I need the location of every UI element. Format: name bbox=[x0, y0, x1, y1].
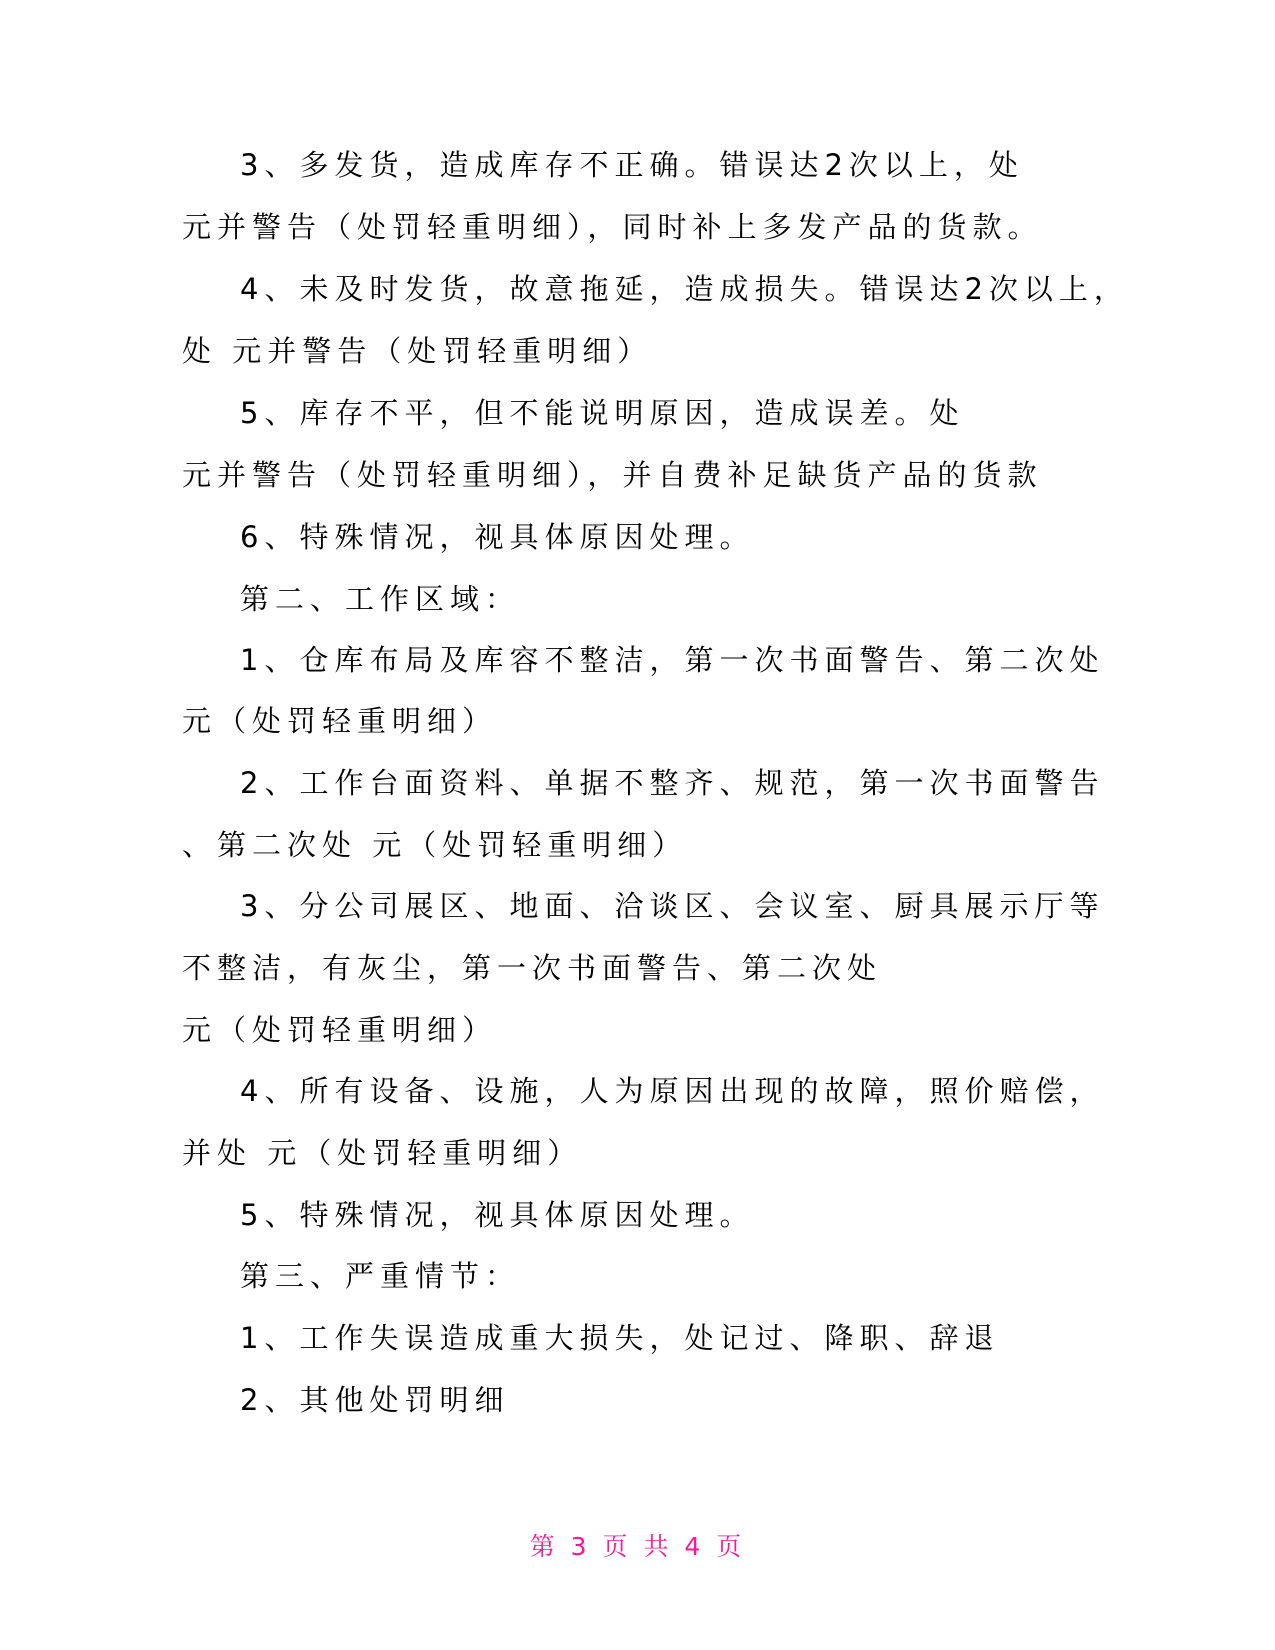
paragraph-line: 不整洁，有灰尘，第一次书面警告、第二次处 bbox=[182, 951, 883, 985]
page-number-footer: 第 3 页 共 4 页 bbox=[529, 1532, 746, 1561]
paragraph-line: 处 元并警告（处罚轻重明细） bbox=[182, 334, 653, 368]
paragraph-line: 并处 元（处罚轻重明细） bbox=[182, 1136, 583, 1170]
section-heading: 第二、工作区域： bbox=[240, 582, 521, 616]
paragraph-line: 4、所有设备、设施，人为原因出现的故障，照价赔偿， bbox=[240, 1074, 1105, 1108]
paragraph-line: 元（处罚轻重明细） bbox=[182, 1013, 498, 1047]
paragraph-line: 4、未及时发货，故意拖延，造成损失。错误达2次以上， bbox=[240, 272, 1129, 306]
section-heading: 第三、严重情节： bbox=[240, 1259, 521, 1293]
paragraph-line: 3、分公司展区、地面、洽谈区、会议室、厨具展示厅等 bbox=[240, 889, 1105, 923]
paragraph-line: 6、特殊情况，视具体原因处理。 bbox=[240, 520, 755, 554]
paragraph-line: 1、工作失误造成重大损失，处记过、降职、辞退 bbox=[240, 1321, 1000, 1355]
paragraph-line: 5、库存不平，但不能说明原因，造成误差。处 bbox=[240, 396, 965, 430]
paragraph-line: 2、其他处罚明细 bbox=[240, 1383, 510, 1417]
paragraph-line: 、第二次处 元（处罚轻重明细） bbox=[182, 828, 688, 862]
paragraph-line: 3、多发货，造成库存不正确。错误达2次以上，处 bbox=[240, 148, 1024, 182]
paragraph-line: 元（处罚轻重明细） bbox=[182, 704, 498, 738]
paragraph-line: 元并警告（处罚轻重明细），同时补上多发产品的货款。 bbox=[182, 210, 1043, 244]
paragraph-line: 2、工作台面资料、单据不整齐、规范，第一次书面警告 bbox=[240, 766, 1105, 800]
paragraph-line: 元并警告（处罚轻重明细），并自费补足缺货产品的货款 bbox=[182, 458, 1043, 492]
paragraph-line: 5、特殊情况，视具体原因处理。 bbox=[240, 1198, 755, 1232]
paragraph-line: 1、仓库布局及库容不整洁，第一次书面警告、第二次处 bbox=[240, 643, 1105, 677]
